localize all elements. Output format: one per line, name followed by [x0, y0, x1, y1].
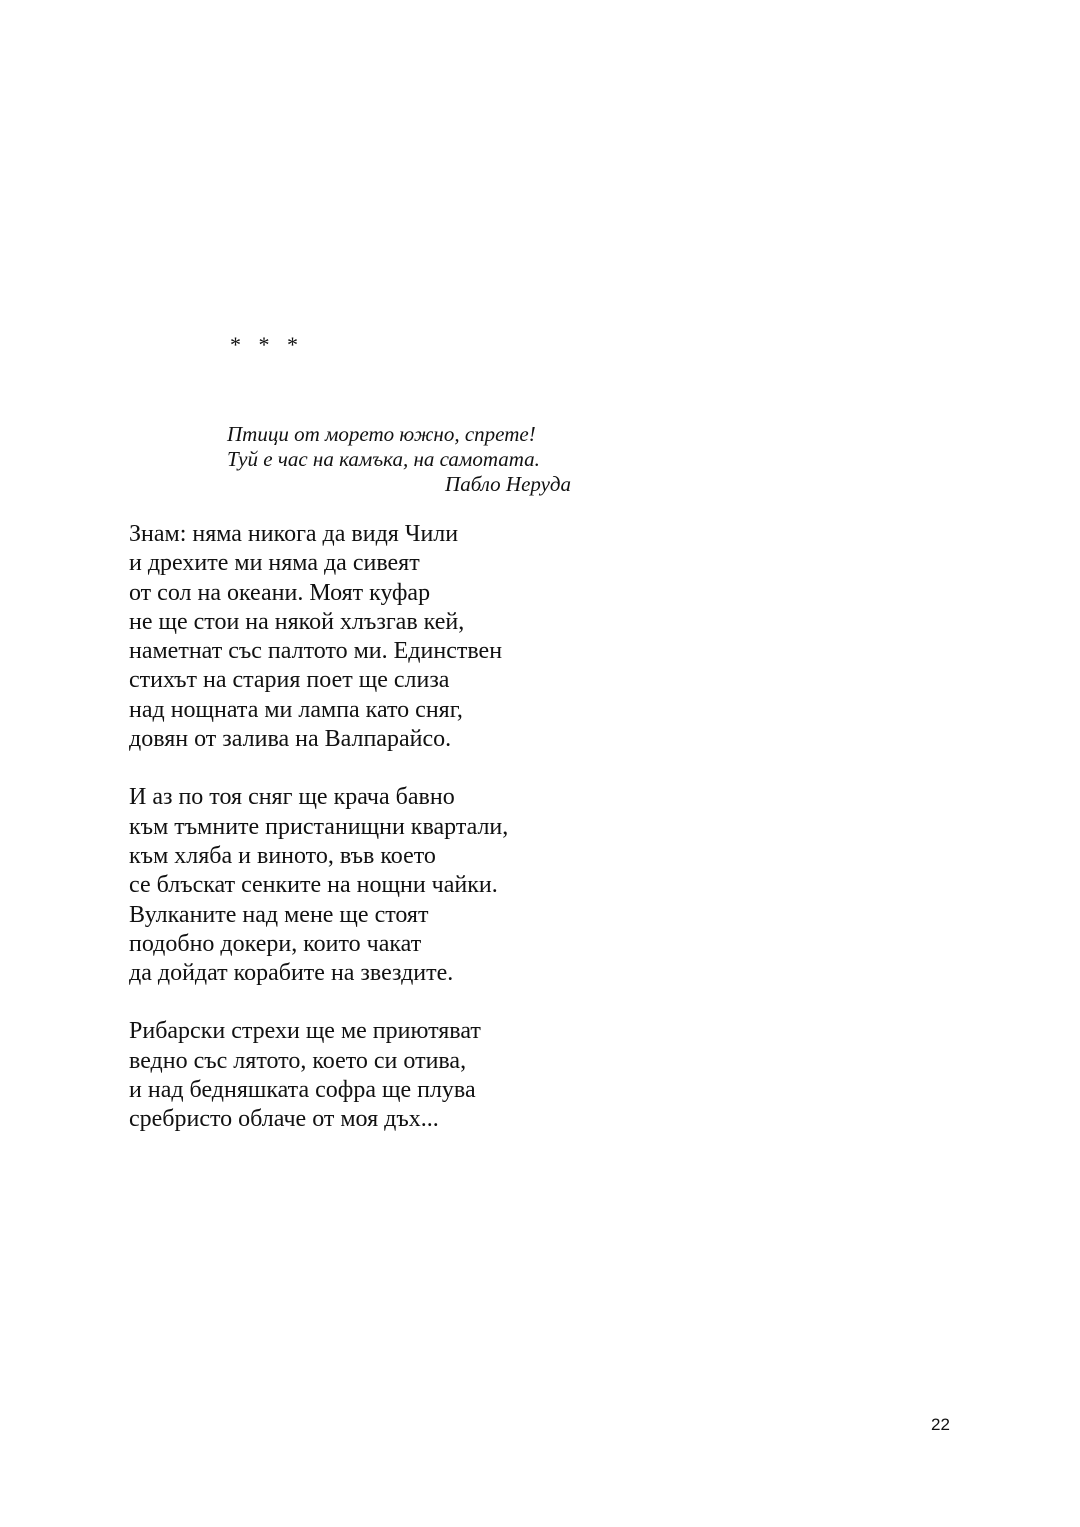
verse-line: стихът на стария поет ще слиза — [129, 667, 450, 694]
verse-line: не ще стои на някой хлъзгав кей, — [129, 608, 465, 635]
verse-line: се блъскат сенките на нощни чайки. — [129, 872, 498, 899]
stanza-2 — [129, 783, 508, 988]
verse-line: над нощната ми лампа като сняг, — [129, 696, 463, 723]
page-number: 22 — [931, 1415, 950, 1434]
verse-line: и дрехите ми няма да сивеят — [129, 550, 420, 577]
verse-line: И аз по тоя сняг ще крача бавно — [129, 784, 455, 811]
verse-line: от сол на океани. Моят куфар — [129, 579, 431, 606]
verse-line: Рибарски стрехи ще ме приютяват — [129, 1018, 481, 1045]
verse-line: Вулканите над мене ще стоят — [129, 901, 429, 928]
poem-body — [129, 520, 508, 1164]
verse-line: сребристо облаче от моя дъх... — [129, 1106, 439, 1133]
verse-line: и над бедняшката софра ще плува — [129, 1077, 476, 1104]
verse-line: да дойдат корабите на звездите. — [129, 960, 454, 987]
verse-line: към тъмните пристанищни квартали, — [129, 813, 509, 840]
verse-line: подобно докери, които чакат — [129, 930, 422, 957]
verse-line: довян от залива на Валпарайсо. — [129, 726, 452, 753]
verse-line: към хляба и виното, във което — [129, 842, 436, 869]
verse-line: наметнат със палтото ми. Единствен — [129, 638, 503, 665]
epigraph-line: Туй е час на камъка, на самотата. — [227, 447, 540, 471]
stanza-3 — [129, 1017, 508, 1134]
verse-line: Знам: няма никога да видя Чили — [129, 521, 459, 547]
epigraph-line: Птици от морето южно, спрете! — [227, 422, 536, 446]
epigraph-author: Пабло Неруда — [445, 472, 571, 496]
verse-line: ведно със лятото, което си отива, — [129, 1047, 467, 1074]
section-mark: * * * — [230, 332, 304, 357]
epigraph — [227, 422, 571, 497]
stanza-1 — [129, 520, 508, 754]
